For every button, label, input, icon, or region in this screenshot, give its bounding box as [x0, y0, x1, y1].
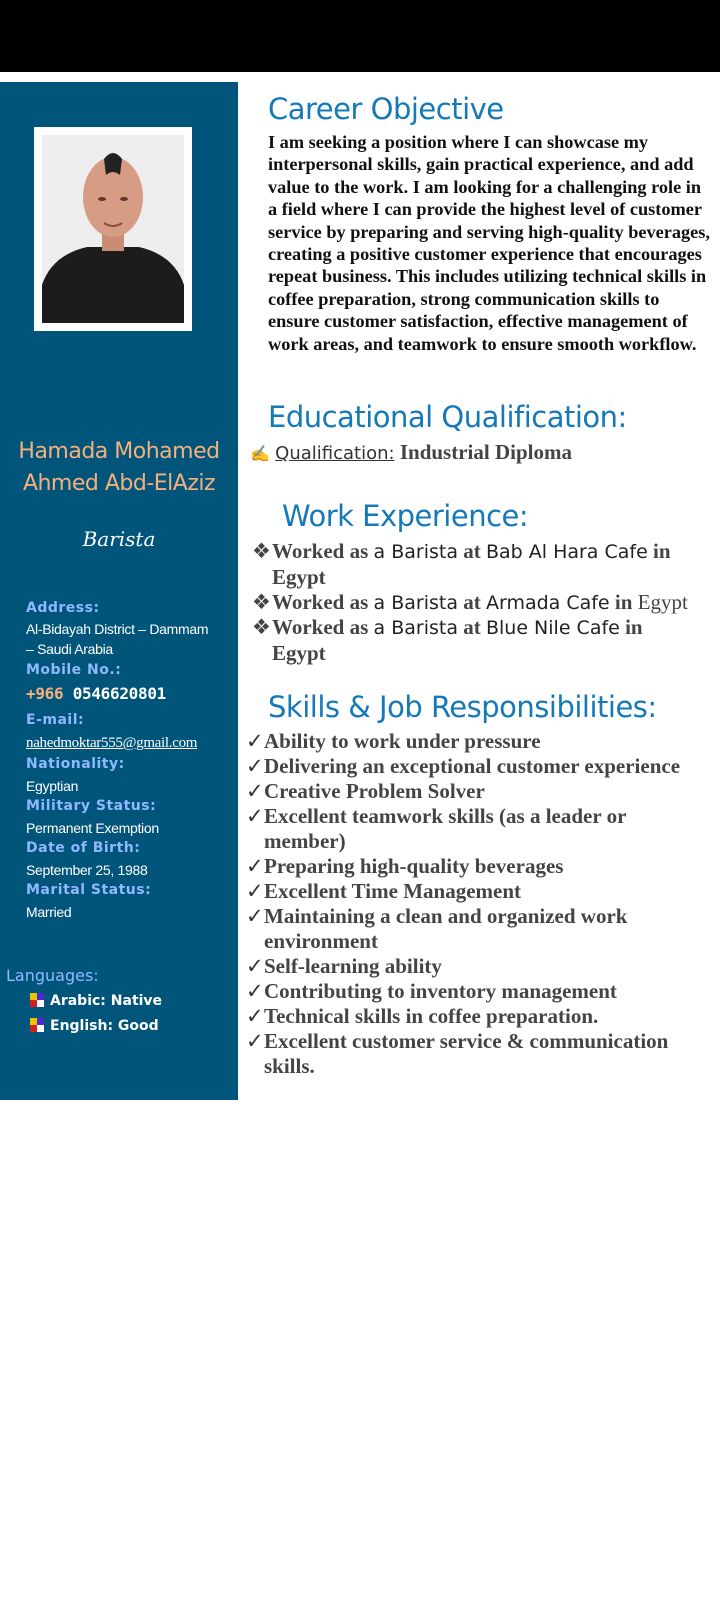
diamond-bullet-icon: ❖ — [252, 539, 271, 563]
nationality-label: Nationality: — [26, 756, 125, 772]
diamond-bullet-icon: ❖ — [252, 590, 271, 614]
marital-label: Marital Status: — [26, 882, 152, 898]
checkmark-icon: ✓ — [246, 754, 264, 778]
email-label: E-mail: — [26, 712, 85, 728]
checkmark-icon: ✓ — [246, 879, 264, 903]
dob-label: Date of Birth: — [26, 840, 141, 856]
email-link[interactable]: nahedmoktar555@gmail.com — [26, 735, 198, 751]
checkmark-icon: ✓ — [246, 1029, 264, 1053]
skill-item: ✓Delivering an exceptional customer experience — [246, 754, 681, 778]
checkmark-icon: ✓ — [246, 804, 264, 828]
skill-item: ✓Excellent teamwork skills (as a leader or member) — [246, 804, 627, 853]
dob-value: September 25, 1988 — [26, 862, 148, 878]
name-line-1: Hamada Mohamed — [18, 439, 220, 464]
qualification-label: Qualification: — [275, 443, 395, 464]
skill-item: ✓Creative Problem Solver — [246, 779, 485, 803]
address-line-1: Al-Bidayah District – Dammam — [26, 621, 209, 637]
qualification-line — [250, 440, 572, 465]
checkmark-icon: ✓ — [246, 904, 264, 928]
military-value: Permanent Exemption — [26, 820, 159, 836]
skill-item: ✓Self-learning ability — [246, 954, 442, 978]
checkmark-icon: ✓ — [246, 779, 264, 803]
flag-icon — [30, 993, 44, 1007]
mobile-country-code: +966 — [26, 684, 64, 703]
marital-value: Married — [26, 904, 72, 920]
language-item: English: Good — [30, 1018, 159, 1034]
candidate-name — [0, 436, 238, 500]
skill-item: ✓Excellent customer service & communication skills. — [246, 1029, 669, 1078]
top-black-bar — [0, 0, 720, 72]
checkmark-icon: ✓ — [246, 979, 264, 1003]
mobile-label: Mobile No.: — [26, 662, 122, 678]
skill-item: ✓Maintaining a clean and organized work environment — [246, 904, 628, 953]
job-title: Barista — [82, 527, 156, 551]
education-heading: Educational Qualification: — [268, 400, 627, 434]
mobile-value — [26, 684, 232, 703]
checkmark-icon: ✓ — [246, 854, 264, 878]
skill-item: ✓Technical skills in coffee preparation. — [246, 1004, 599, 1028]
career-text: I am seeking a position where I can showcase my interpersonal skills, gain practical experience, and add value to the work. I am looking for a challenging role in a field where I can provide the highest level of customer service by preparing and serving high-quality beverages, creating a positive customer experience that encourages repeat business. This includes utilizing technical skills in coffee preparation, strong communication skills to ensure customer satisfaction, effective management of work areas, and teamwork to ensure smooth workflow. — [268, 132, 710, 354]
skill-item: ✓Excellent Time Management — [246, 879, 522, 903]
work-heading: Work Experience: — [282, 499, 529, 533]
nationality-value: Egyptian — [26, 778, 79, 794]
job-item: ❖Worked as a Barista at Armada Cafe in Egypt — [252, 590, 688, 614]
language-item: Arabic: Native — [30, 993, 162, 1009]
name-line-2: Ahmed Abd-ElAziz — [22, 471, 216, 496]
checkmark-icon: ✓ — [246, 954, 264, 978]
languages-label: Languages: — [6, 966, 99, 985]
military-label: Military Status: — [26, 798, 157, 814]
profile-photo-frame — [34, 127, 192, 331]
diamond-bullet-icon: ❖ — [252, 615, 271, 639]
qualification-value: Industrial Diploma — [399, 440, 572, 464]
skill-item: ✓Preparing high-quality beverages — [246, 854, 564, 878]
portrait-illustration — [42, 135, 184, 323]
job-item: ❖Worked as a Barista at Blue Nile Cafe in Egypt — [252, 615, 643, 665]
address-label: Address: — [26, 600, 100, 616]
job-item: ❖Worked as a Barista at Bab Al Hara Cafe in Egypt — [252, 539, 671, 589]
skills-heading: Skills & Job Responsibilities: — [268, 690, 657, 724]
checkmark-icon: ✓ — [246, 729, 264, 753]
skill-item: ✓Contributing to inventory management — [246, 979, 617, 1003]
flag-icon — [30, 1018, 44, 1032]
career-heading: Career Objective — [268, 92, 504, 126]
address-line-2: – Saudi Arabia — [26, 641, 113, 657]
writing-hand-icon: ✍ — [250, 446, 270, 463]
checkmark-icon: ✓ — [246, 1004, 264, 1028]
skill-item: ✓Ability to work under pressure — [246, 729, 541, 753]
profile-photo — [42, 135, 184, 323]
mobile-number: 0546620801 — [72, 684, 167, 703]
